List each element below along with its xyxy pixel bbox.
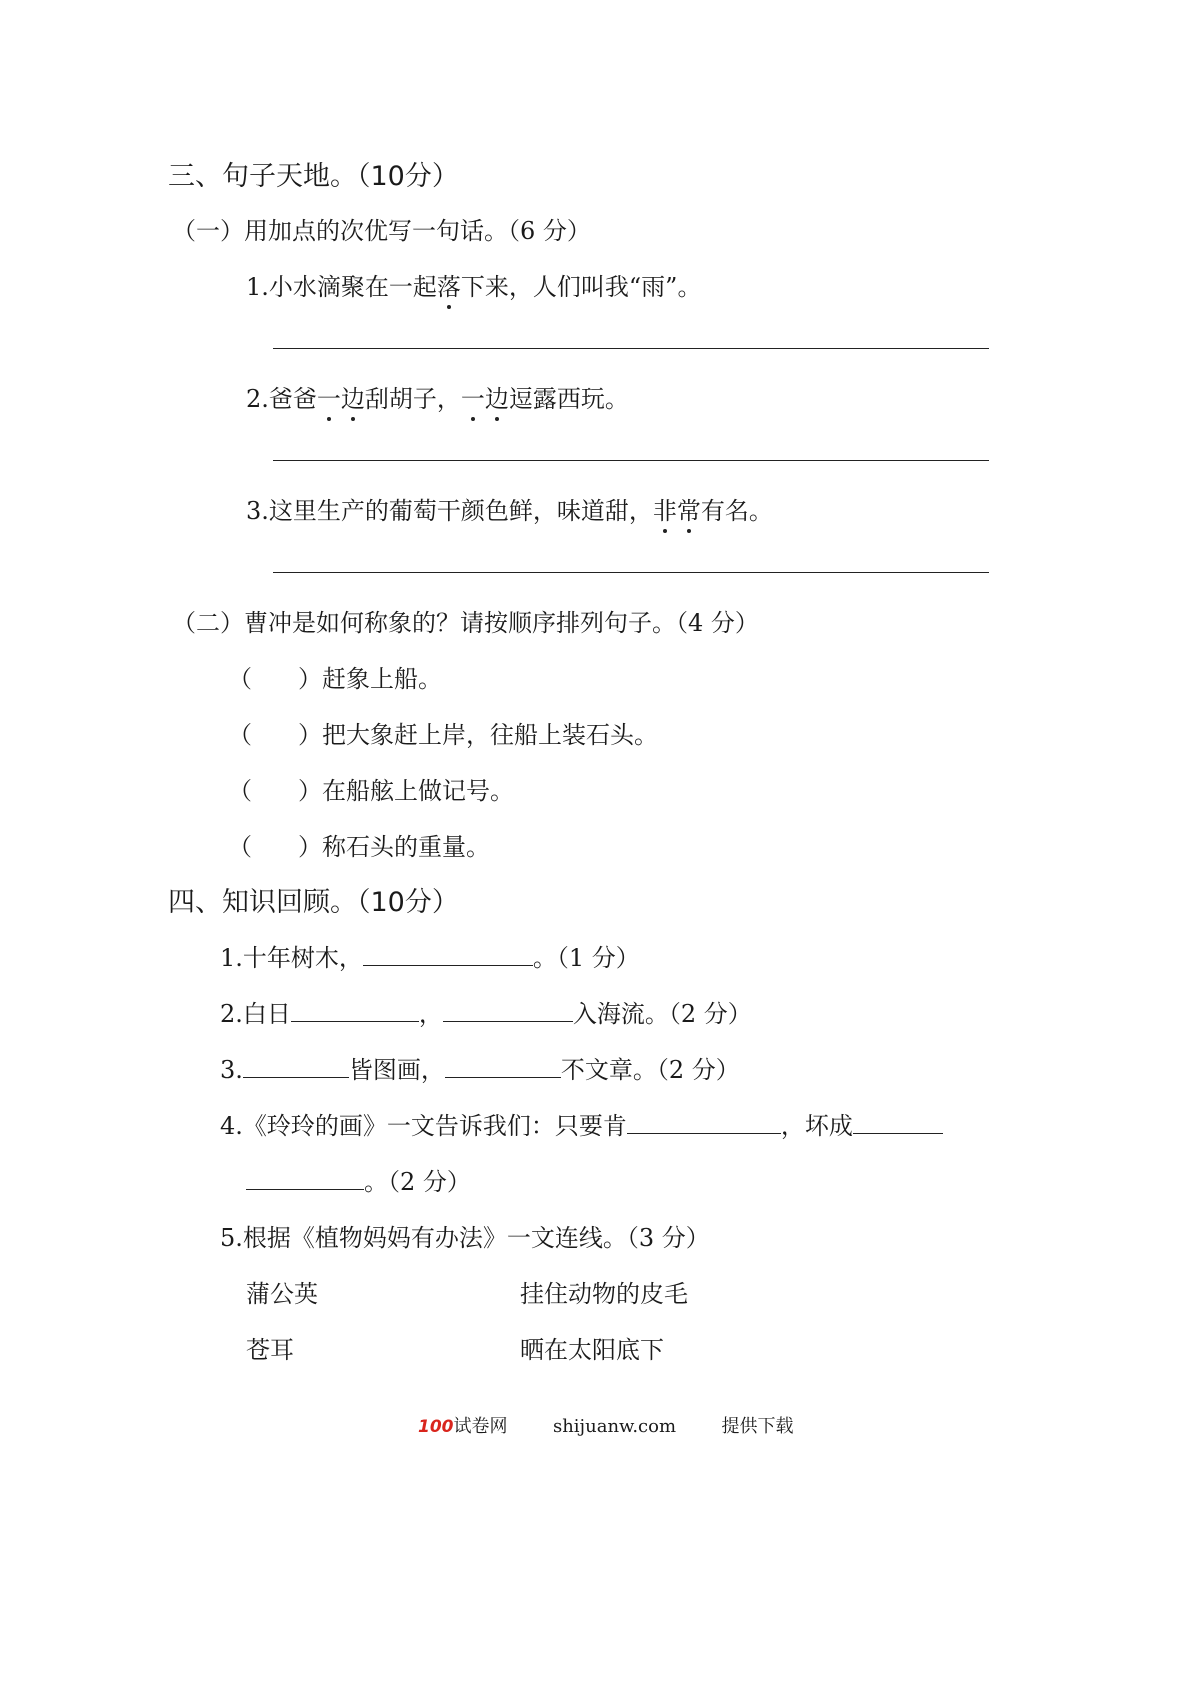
order-item-text: 称石头的重量。: [322, 833, 490, 861]
question-4-cont: [246, 1162, 471, 1197]
question-2-score: 入海流。（2 分）: [572, 1000, 752, 1028]
dotted-char: 落: [437, 267, 461, 302]
question-4-text: 4.《玲玲的画》一文告诉我们：只要肯: [220, 1112, 627, 1140]
open-paren: （: [228, 833, 252, 861]
sentence-2-text-end: 逗露西玩。: [508, 385, 629, 413]
sentence-1-text-end: 下来，人们叫我“雨”。: [460, 273, 702, 301]
question-3-text-mid: 皆图画，: [348, 1056, 445, 1084]
fill-blank[interactable]: [443, 999, 573, 1022]
part-1-title: （一）用加点的次优写一句话。（6 分）: [172, 217, 591, 245]
answer-line-2[interactable]: [273, 460, 989, 461]
close-paren: ）: [298, 665, 322, 693]
fill-blank[interactable]: [243, 1055, 349, 1078]
order-item-3: [228, 771, 514, 806]
section-3-title: 三、句子天地。（10分）: [168, 161, 459, 192]
sentence-3: [246, 491, 773, 526]
question-3-number: 3.: [220, 1056, 243, 1084]
order-item-4: [228, 827, 490, 862]
order-blank-3[interactable]: [228, 771, 298, 806]
answer-line-1[interactable]: [273, 348, 989, 349]
fill-blank[interactable]: [246, 1167, 364, 1190]
part-2-title: （二）曹冲是如何称象的？请按顺序排列句子。（4 分）: [172, 609, 759, 637]
sentence-1-text: 1.小水滴聚在一起: [246, 273, 437, 301]
order-item-1: [228, 659, 442, 694]
open-paren: （: [228, 665, 252, 693]
order-blank-4[interactable]: [228, 827, 298, 862]
match-left-2[interactable]: 苍耳: [246, 1336, 294, 1364]
dotted-char: 一: [461, 379, 485, 414]
close-paren: ）: [298, 833, 322, 861]
sentence-2: [246, 379, 629, 414]
order-item-text: 赶象上船。: [322, 665, 442, 693]
question-5-title: 5.根据《植物妈妈有办法》一文连线。（3 分）: [220, 1224, 710, 1252]
question-1-text: 1.十年树木，: [220, 944, 363, 972]
match-left-1[interactable]: 蒲公英: [246, 1280, 318, 1308]
question-4: [220, 1106, 943, 1141]
question-2-text-mid: ，: [418, 1000, 443, 1028]
sentence-3-text: 3.这里生产的葡萄干颜色鲜，味道甜，: [246, 497, 653, 525]
close-paren: ）: [298, 721, 322, 749]
question-2: [220, 994, 752, 1029]
download-note: 提供下载: [721, 1416, 794, 1437]
order-blank-2[interactable]: [228, 715, 298, 750]
sentence-3-text-end: 有名。: [700, 497, 773, 525]
fill-blank[interactable]: [291, 999, 419, 1022]
match-right-2[interactable]: 晒在太阳底下: [520, 1336, 664, 1364]
question-1-score: 。（1 分）: [532, 944, 640, 972]
sentence-2-text: 2.爸爸: [246, 385, 317, 413]
site-name: 试卷网: [453, 1416, 508, 1437]
question-4-text-mid: ，坏成: [780, 1112, 853, 1140]
question-1: [220, 938, 640, 973]
dotted-char: 常: [677, 491, 701, 526]
sentence-1: [246, 267, 701, 302]
open-paren: （: [228, 721, 252, 749]
question-4-score: 。（2 分）: [364, 1168, 471, 1196]
fill-blank[interactable]: [363, 943, 533, 966]
site-logo: 100: [418, 1417, 454, 1437]
question-2-text: 2.白日: [220, 1000, 291, 1028]
question-3-score: 不文章。（2 分）: [560, 1056, 740, 1084]
open-paren: （: [228, 777, 252, 805]
question-3: [220, 1050, 740, 1085]
footer: [418, 1412, 794, 1438]
fill-blank[interactable]: [853, 1111, 943, 1134]
order-item-2: [228, 715, 658, 750]
fill-blank[interactable]: [627, 1111, 781, 1134]
section-4-title: 四、知识回顾。（10分）: [168, 887, 459, 918]
dotted-char: 非: [653, 491, 677, 526]
order-item-text: 在船舷上做记号。: [322, 777, 514, 805]
order-blank-1[interactable]: [228, 659, 298, 694]
order-item-text: 把大象赶上岸，往船上装石头。: [322, 721, 658, 749]
dotted-char: 一: [317, 379, 341, 414]
dotted-char: 边: [341, 379, 365, 414]
match-right-1[interactable]: 挂住动物的皮毛: [520, 1280, 688, 1308]
fill-blank[interactable]: [445, 1055, 561, 1078]
close-paren: ）: [298, 777, 322, 805]
dotted-char: 边: [485, 379, 509, 414]
answer-line-3[interactable]: [273, 572, 989, 573]
sentence-2-text-mid: 刮胡子，: [364, 385, 461, 413]
site-url[interactable]: shijuanw.com: [552, 1416, 677, 1437]
